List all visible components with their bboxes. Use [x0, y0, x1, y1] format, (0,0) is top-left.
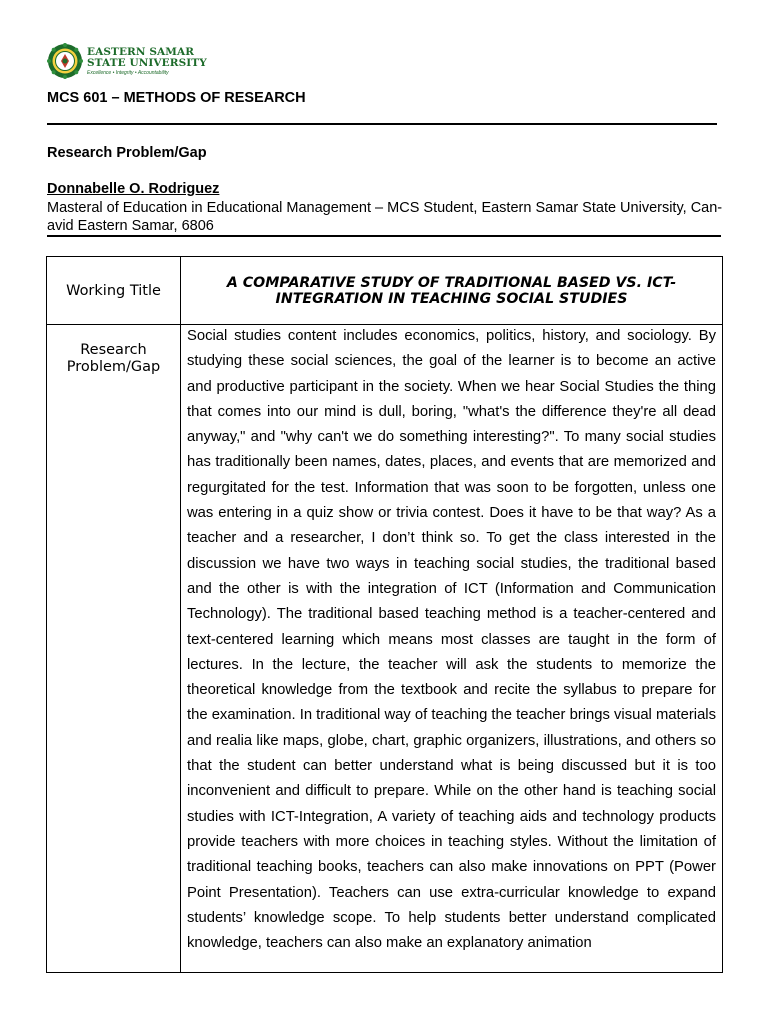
problem-row	[47, 325, 723, 973]
problem-text: Social studies content includes economics, politics, history, and sociology. By studying these social sciences, the goal of the learner is to become an active and productive participant in the society. When we hear Social Studies the thing that comes into our mind is dull, boring, "what's the difference they're all dead anyway," and "why can't we do something interesting?". To many social studies has traditionally been names, dates, places, and events that are memorized and regurgitated for the test. Information that was soon to be forgotten, unless one was entering in a quiz show or trivia contest. Does it have to be that way? As a teacher and a researcher, I don’t think so. To get the class interested in the discussion we have two ways in teaching social studies, the traditional based and the other is with the integration of ICT (Information and Communication Technology). The traditional based teaching method is a teacher-centered and text-centered learning which means most classes are taught in the form of lectures. In the lecture, the teacher will ask the students to memorize the theoretical knowledge from the textbook and recite the syllabus to prepare for the examination. In traditional way of teaching the teacher brings visual materials and realia like maps, globe, chart, graphic organizers, illustrations, and others so that the student can better understand what is being discussed but it is too inconvenient and difficult to prepare. While on the other hand is teaching social studies with ICT-Integration, A variety of teaching aids and technology products provide teachers with more choices in teaching styles. Without the limitation of traditional teaching books, teachers can also make innovations on PPT (Power Point Presentation). Teachers can use extra-curricular knowledge to expand students’ knowledge scope. To help students better understand complicated knowledge, teachers can also make an explanatory animation	[187, 328, 716, 952]
working-title: A COMPARATIVE STUDY OF TRADITIONAL BASED VS. ICT-INTEGRATION IN TEACHING SOCIAL STUDIES	[181, 257, 723, 325]
logo-line-1: EASTERN SAMAR	[87, 45, 195, 58]
author-divider	[47, 235, 721, 237]
university-seal-icon	[47, 43, 83, 79]
problem-label-text: Research Problem/Gap	[66, 342, 161, 375]
section-title: Research Problem/Gap	[47, 145, 207, 161]
logo-line-2: STATE UNIVERSITY	[87, 57, 207, 69]
university-logo	[47, 43, 207, 79]
logo-tagline: Excellence • Integrity • Accountability	[87, 69, 169, 76]
header-divider	[47, 123, 717, 125]
problem-label	[47, 325, 181, 973]
author-name: Donnabelle O. Rodriguez	[47, 181, 220, 197]
course-title: MCS 601 – METHODS OF RESEARCH	[47, 90, 306, 106]
research-table	[46, 256, 723, 973]
working-title-row	[47, 257, 723, 325]
problem-cell	[181, 325, 723, 973]
working-title-label: Working Title	[47, 257, 181, 325]
author-affiliation: Masteral of Education in Educational Management – MCS Student, Eastern Samar State University, Can-avid Eastern Samar, 6806	[47, 200, 723, 234]
